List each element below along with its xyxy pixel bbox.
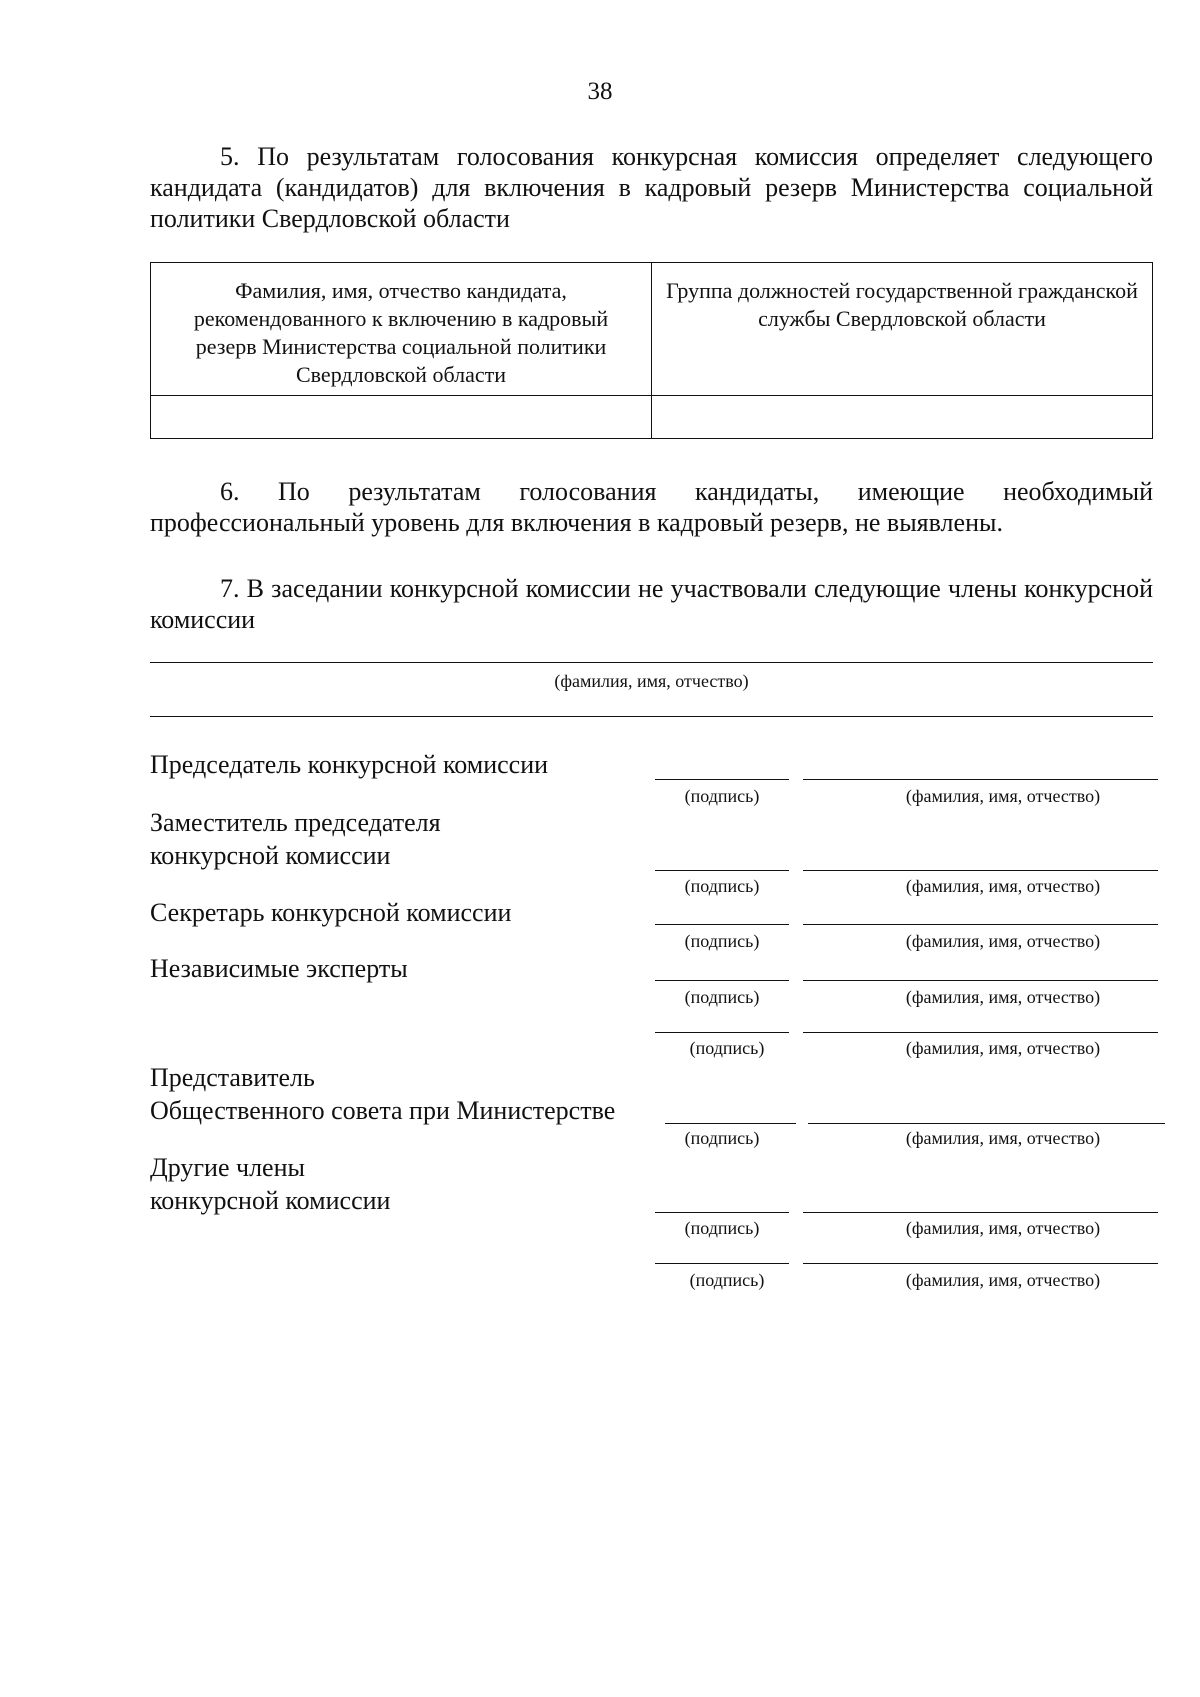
secretary-fio-line[interactable]	[803, 924, 1158, 925]
absent-member-line-1[interactable]	[150, 662, 1153, 663]
table-cell-candidate-name[interactable]	[151, 396, 652, 439]
deputy-signature-line[interactable]	[655, 870, 789, 871]
role-independent-experts: Независимые эксперты	[150, 954, 408, 983]
role-chairman: Председатель конкурсной комиссии	[150, 750, 549, 779]
other-member-2-fio-caption: (фамилия, имя, отчество)	[905, 1270, 1101, 1290]
absent-member-line-2[interactable]	[150, 716, 1153, 717]
section-7-text: 7. В заседании конкурсной комиссии не участвовали следующие члены конкурсной комиссии	[150, 574, 1153, 634]
other-member-2-signature-caption: (подпись)	[689, 1270, 765, 1290]
expert-2-signature-caption: (подпись)	[689, 1038, 765, 1058]
representative-signature-line[interactable]	[665, 1123, 796, 1124]
chairman-signature-line[interactable]	[655, 779, 789, 780]
section-6-text: 6. По результатам голосования кандидаты, имеющие необходимый профессиональный уровень для включения в кадровый резерв, не выявлены.	[150, 477, 1153, 537]
expert-1-signature-line[interactable]	[655, 980, 789, 981]
expert-2-signature-line[interactable]	[655, 1032, 789, 1033]
representative-fio-caption: (фамилия, имя, отчество)	[905, 1128, 1101, 1148]
expert-1-fio-caption: (фамилия, имя, отчество)	[905, 987, 1101, 1007]
table-header-row	[151, 263, 1153, 396]
role-other-members: Другие члены конкурсной комиссии	[150, 1153, 391, 1215]
chairman-fio-line[interactable]	[803, 779, 1158, 780]
absent-member-fio-caption: (фамилия, имя, отчество)	[554, 671, 749, 691]
secretary-fio-caption: (фамилия, имя, отчество)	[905, 931, 1101, 951]
other-member-2-fio-line[interactable]	[803, 1263, 1158, 1264]
page-number: 38	[587, 78, 613, 105]
deputy-signature-caption: (подпись)	[684, 876, 760, 896]
secretary-signature-caption: (подпись)	[684, 931, 760, 951]
expert-2-fio-caption: (фамилия, имя, отчество)	[905, 1038, 1101, 1058]
other-member-1-fio-line[interactable]	[803, 1212, 1158, 1213]
representative-signature-caption: (подпись)	[684, 1128, 760, 1148]
table-cell-position-group[interactable]	[652, 396, 1153, 439]
deputy-fio-line[interactable]	[803, 870, 1158, 871]
table-row	[151, 396, 1153, 439]
role-secretary: Секретарь конкурсной комиссии	[150, 898, 512, 927]
section-5-text: 5. По результатам голосования конкурсная комиссия определяет следующего кандидата (кандидатов) для включения в кадровый резерв Министерства социальной политики Свердловской области	[150, 142, 1153, 233]
expert-2-fio-line[interactable]	[803, 1032, 1158, 1033]
role-public-council-representative: Представитель Общественного совета при Министерстве	[150, 1063, 616, 1125]
reserve-candidates-table	[150, 262, 1153, 439]
table-header-candidate-name: Фамилия, имя, отчество кандидата, рекомендованного к включению в кадровый резерв Министерства социальной политики Свердловской области	[151, 263, 652, 396]
chairman-fio-caption: (фамилия, имя, отчество)	[905, 786, 1101, 806]
other-member-1-signature-caption: (подпись)	[684, 1218, 760, 1238]
representative-fio-line[interactable]	[808, 1123, 1165, 1124]
expert-1-signature-caption: (подпись)	[684, 987, 760, 1007]
section-7-paragraph	[150, 573, 1153, 635]
secretary-signature-line[interactable]	[655, 924, 789, 925]
other-member-1-signature-line[interactable]	[655, 1212, 789, 1213]
role-deputy-chairman: Заместитель председателя конкурсной комиссии	[150, 808, 441, 870]
other-member-1-fio-caption: (фамилия, имя, отчество)	[905, 1218, 1101, 1238]
table-header-position-group: Группа должностей государственной гражданской службы Свердловской области	[652, 263, 1153, 396]
section-5-paragraph	[150, 141, 1153, 234]
expert-1-fio-line[interactable]	[803, 980, 1158, 981]
other-member-2-signature-line[interactable]	[655, 1263, 789, 1264]
section-6-paragraph	[150, 476, 1153, 538]
deputy-fio-caption: (фамилия, имя, отчество)	[905, 876, 1101, 896]
chairman-signature-caption: (подпись)	[684, 786, 760, 806]
